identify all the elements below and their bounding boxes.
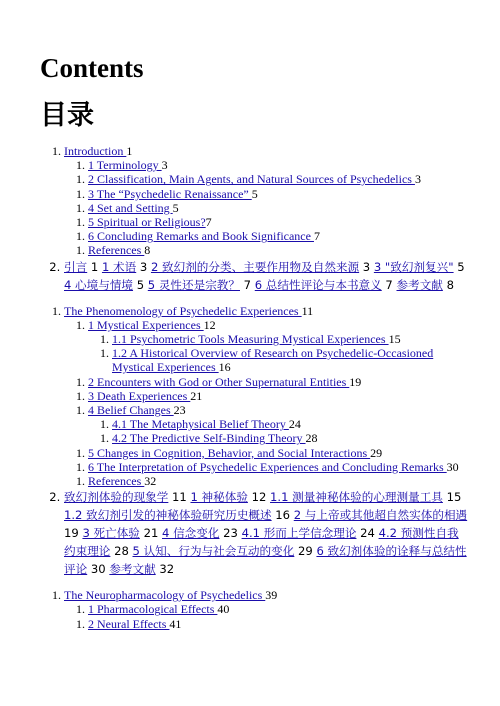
toc-chapter-block bbox=[40, 144, 468, 294]
page-number: 7 bbox=[313, 229, 320, 244]
page-number: 16 bbox=[271, 508, 294, 523]
list-number: 1. bbox=[76, 616, 85, 631]
toc-link[interactable]: 1 Pharmacological Effects bbox=[88, 602, 218, 617]
list-number: 2. bbox=[49, 490, 61, 505]
section-list bbox=[64, 602, 468, 630]
toc-link-chinese[interactable]: 1 神秘体验 bbox=[190, 490, 248, 505]
page-number: 8 bbox=[144, 243, 151, 258]
list-number: 1. bbox=[76, 172, 85, 187]
page-number: 39 bbox=[265, 588, 278, 603]
toc-link-chinese[interactable]: 2 致幻剂的分类、主要作用物及自然来源 bbox=[150, 259, 360, 274]
toc-section-entry bbox=[76, 616, 468, 631]
toc-link[interactable]: 3 The “Psychedelic Renaissance” bbox=[88, 186, 252, 201]
toc-link[interactable]: References bbox=[88, 243, 145, 258]
table-of-contents bbox=[40, 144, 468, 631]
toc-link-chinese[interactable]: 4 信念变化 bbox=[162, 526, 220, 541]
toc-link[interactable]: References bbox=[88, 474, 145, 489]
toc-link-chinese[interactable]: 3 "致幻剂复兴" bbox=[373, 259, 454, 274]
list-number: 1. bbox=[76, 215, 85, 230]
list-number: 1. bbox=[100, 417, 109, 432]
toc-link[interactable]: 1 Terminology bbox=[88, 158, 162, 173]
toc-link[interactable]: The Neuropharmacology of Psychedelics bbox=[64, 588, 266, 603]
toc-link[interactable]: 3 Death Experiences bbox=[88, 388, 191, 403]
toc-section-entry bbox=[76, 243, 468, 258]
page-number: 3 bbox=[359, 259, 374, 274]
toc-link[interactable]: 4 Set and Setting bbox=[88, 200, 173, 215]
page-number: 28 bbox=[110, 544, 133, 559]
page-number: 15 bbox=[388, 332, 401, 347]
toc-link-chinese[interactable]: 引言 bbox=[64, 259, 88, 274]
toc-chapter-entry bbox=[52, 588, 468, 631]
list-number: 1. bbox=[76, 317, 85, 332]
page-number: 1 bbox=[87, 259, 102, 274]
toc-chinese-entry bbox=[49, 258, 468, 294]
list-number: 1. bbox=[100, 346, 109, 361]
page-number: 19 bbox=[349, 374, 362, 389]
page-number: 16 bbox=[218, 360, 231, 375]
toc-section-entry bbox=[76, 403, 468, 446]
page-number: 7 bbox=[240, 277, 255, 292]
toc-section-entry bbox=[76, 445, 468, 460]
subsection-list bbox=[88, 417, 468, 445]
page-number: 21 bbox=[190, 388, 203, 403]
toc-section-entry bbox=[76, 317, 468, 375]
chapter-list bbox=[40, 144, 468, 294]
toc-link[interactable]: 2 Encounters with God or Other Supernatural Entities bbox=[88, 374, 350, 389]
page-number: 23 bbox=[173, 403, 186, 418]
page-number: 11 bbox=[301, 303, 314, 318]
list-number: 1. bbox=[76, 388, 85, 403]
page-number: 28 bbox=[305, 431, 318, 446]
page-number: 30 bbox=[87, 562, 110, 577]
page-number: 3 bbox=[414, 172, 421, 187]
toc-link-chinese[interactable]: 1.1 测量神秘体验的心理测量工具 bbox=[270, 490, 443, 505]
list-number: 1. bbox=[76, 200, 85, 215]
toc-link-chinese[interactable]: 6 总结性评论与本书意义 bbox=[254, 277, 382, 292]
page-number: 19 bbox=[64, 526, 83, 541]
toc-link-chinese[interactable]: 参考文献 bbox=[109, 562, 156, 577]
list-number: 1. bbox=[76, 474, 85, 489]
page-number: 3 bbox=[161, 158, 168, 173]
toc-section-entry bbox=[76, 474, 468, 489]
page-number: 5 bbox=[453, 259, 465, 274]
toc-link[interactable]: 6 Concluding Remarks and Book Significance bbox=[88, 229, 314, 244]
toc-link-chinese[interactable]: 参考文献 bbox=[396, 277, 443, 292]
page-number: 15 bbox=[442, 490, 462, 505]
page-number: 11 bbox=[168, 490, 191, 505]
list-number: 1. bbox=[76, 374, 85, 389]
list-number: 2. bbox=[49, 259, 61, 274]
toc-section-entry bbox=[76, 229, 468, 244]
toc-subsection-entry bbox=[100, 431, 468, 446]
page-number: 12 bbox=[247, 490, 271, 505]
toc-link[interactable]: 1 Mystical Experiences bbox=[88, 317, 204, 332]
toc-link[interactable]: 2 Neural Effects bbox=[88, 616, 170, 631]
page-number: 3 bbox=[136, 259, 151, 274]
toc-link-chinese[interactable]: 3 死亡体验 bbox=[82, 526, 140, 541]
page-number: 1 bbox=[126, 144, 133, 158]
toc-link[interactable]: 4.2 The Predictive Self-Binding Theory bbox=[112, 431, 306, 446]
toc-section-entry bbox=[76, 186, 468, 201]
chapter-list bbox=[40, 588, 468, 631]
toc-link[interactable]: 6 The Interpretation of Psychedelic Experiences and Concluding Remarks bbox=[88, 459, 447, 474]
subsection-list bbox=[88, 332, 468, 375]
list-number: 1. bbox=[76, 158, 85, 173]
page-number: 8 bbox=[442, 277, 454, 292]
toc-link[interactable]: 4.1 The Metaphysical Belief Theory bbox=[112, 417, 289, 432]
page-number: 5 bbox=[133, 277, 148, 292]
page-number: 5 bbox=[172, 200, 179, 215]
toc-subsection-entry bbox=[100, 332, 468, 347]
page-number: 41 bbox=[169, 616, 182, 631]
toc-chapter-block bbox=[40, 304, 468, 579]
page-number: 29 bbox=[294, 544, 317, 559]
toc-link-chinese[interactable]: 1 术语 bbox=[101, 259, 137, 274]
list-number: 1. bbox=[76, 186, 85, 201]
page-number: 5 bbox=[251, 186, 258, 201]
section-list bbox=[64, 318, 468, 488]
list-number: 1. bbox=[52, 144, 61, 158]
toc-link-chinese[interactable]: 6 致幻剂体验的诠释与总结性评论 bbox=[64, 544, 467, 577]
list-number: 1. bbox=[52, 303, 61, 318]
toc-section-entry bbox=[76, 172, 468, 187]
page-number: 40 bbox=[217, 602, 230, 617]
toc-link[interactable]: 1.2 A Historical Overview of Research on Psychedelic-Occasioned Mystical Experiences bbox=[112, 346, 434, 375]
page-number: 29 bbox=[370, 445, 383, 460]
page-number: 7 bbox=[381, 277, 397, 292]
list-number: 1. bbox=[76, 229, 85, 244]
page-number: 32 bbox=[155, 562, 175, 577]
toc-section-entry bbox=[76, 158, 468, 173]
toc-section-entry bbox=[76, 215, 468, 230]
list-number: 1. bbox=[52, 588, 61, 603]
toc-link-chinese[interactable]: 致幻剂体验的现象学 bbox=[64, 490, 169, 505]
toc-link[interactable]: Introduction bbox=[64, 144, 127, 158]
toc-section-entry bbox=[76, 374, 468, 389]
toc-chapter-block bbox=[40, 588, 468, 631]
page-number: 7 bbox=[205, 215, 212, 230]
toc-link-chinese[interactable]: 5 灵性还是宗教？ bbox=[147, 277, 240, 292]
toc-section-entry bbox=[76, 459, 468, 474]
page-title-english: Contents bbox=[40, 53, 144, 83]
toc-link-chinese[interactable]: 1.2 致幻剂引发的神秘体验研究历史概述 bbox=[64, 508, 272, 523]
toc-link[interactable]: The Phenomenology of Psychedelic Experiences bbox=[64, 303, 302, 318]
list-number: 1. bbox=[76, 459, 85, 474]
toc-link[interactable]: 1.1 Psychometric Tools Measuring Mystical Experiences bbox=[112, 332, 389, 347]
toc-section-entry bbox=[76, 602, 468, 617]
toc-subsection-entry bbox=[100, 417, 468, 432]
page-number: 24 bbox=[288, 417, 301, 432]
toc-link[interactable]: 2 Classification, Main Agents, and Natural Sources of Psychedelics bbox=[88, 172, 415, 187]
page-title-chinese: 目录 bbox=[40, 100, 94, 131]
list-number: 1. bbox=[100, 431, 109, 446]
toc-link-chinese[interactable]: 4.1 形而上学信念理论 bbox=[241, 526, 357, 541]
page-number: 21 bbox=[139, 526, 163, 541]
page-number: 32 bbox=[144, 474, 157, 489]
toc-link[interactable]: 4 Belief Changes bbox=[88, 403, 174, 418]
page-number: 23 bbox=[219, 526, 242, 541]
page-number: 12 bbox=[203, 317, 216, 332]
toc-chinese-entry bbox=[49, 488, 468, 578]
toc-link[interactable]: 5 Spiritual or Religious? bbox=[88, 215, 206, 230]
toc-link-chinese[interactable]: 4.2 预测性自我约束理论 bbox=[64, 526, 459, 559]
toc-chapter-entry bbox=[52, 303, 468, 489]
list-number: 1. bbox=[76, 403, 85, 418]
section-list bbox=[64, 158, 468, 257]
chapter-list bbox=[40, 304, 468, 579]
toc-section-entry bbox=[76, 200, 468, 215]
list-number: 1. bbox=[76, 445, 85, 460]
list-number: 1. bbox=[100, 332, 109, 347]
page-number: 30 bbox=[446, 459, 459, 474]
toc-link-chinese[interactable]: 2 与上帝或其他超自然实体的相遇 bbox=[293, 508, 468, 523]
toc-chapter-entry bbox=[52, 144, 468, 258]
page-number: 24 bbox=[356, 526, 379, 541]
toc-link-chinese[interactable]: 4 心境与情境 bbox=[64, 277, 134, 292]
toc-link[interactable]: 5 Changes in Cognition, Behavior, and Social Interactions bbox=[88, 445, 371, 460]
list-number: 1. bbox=[76, 243, 85, 258]
toc-link-chinese[interactable]: 5 认知、行为与社会互动的变化 bbox=[132, 544, 295, 559]
toc-subsection-entry bbox=[100, 346, 468, 375]
toc-section-entry bbox=[76, 388, 468, 403]
list-number: 1. bbox=[76, 602, 85, 617]
